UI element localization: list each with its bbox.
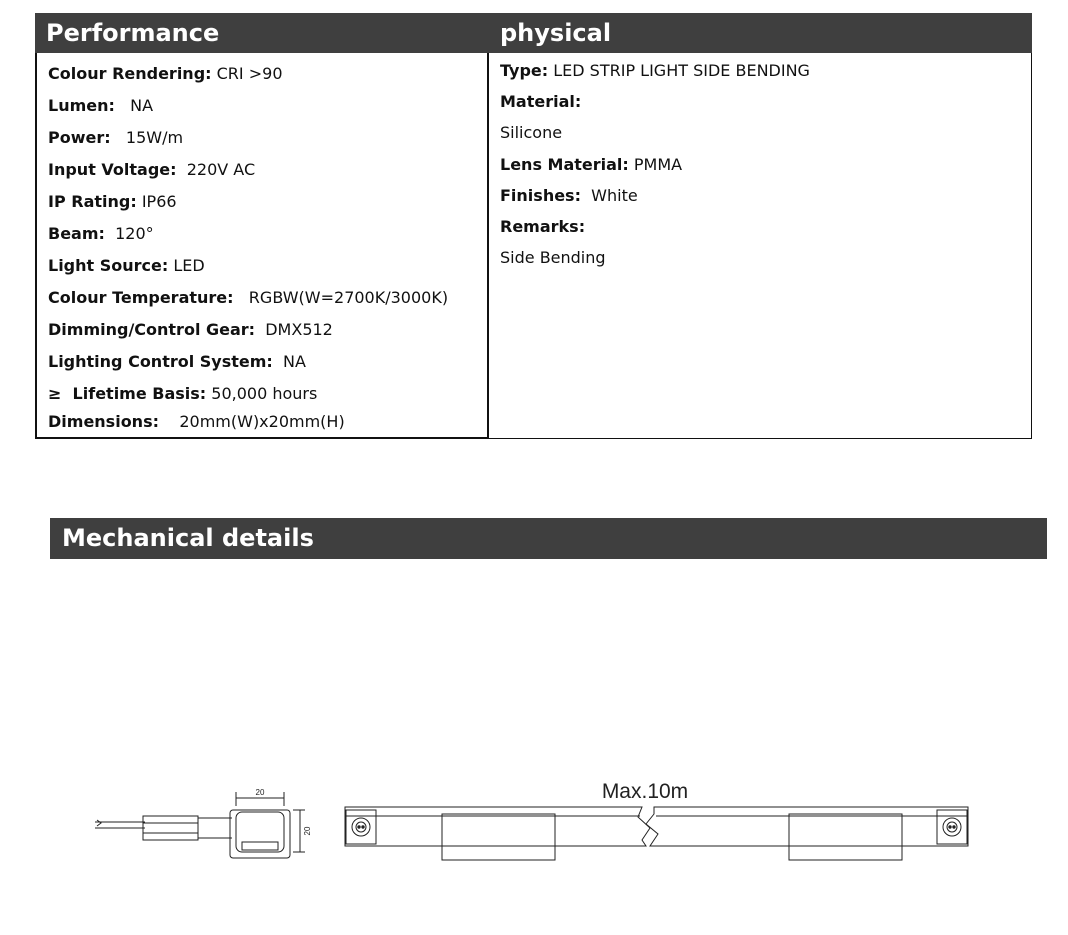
performance-row-beam: Beam: 120°: [48, 224, 154, 243]
performance-row-colour-rendering: Colour Rendering: CRI >90: [48, 64, 283, 83]
performance-title: Performance: [46, 19, 220, 47]
cable-end-view: [95, 816, 232, 840]
physical-header: [489, 13, 1032, 53]
mechanical-title: Mechanical details: [62, 524, 314, 552]
physical-row-finishes: Finishes: White: [500, 186, 638, 205]
performance-table: [35, 53, 489, 439]
width-dimension-label: 20: [255, 788, 265, 797]
performance-row-input-voltage: Input Voltage: 220V AC: [48, 160, 256, 179]
performance-row-lumen: Lumen: NA: [48, 96, 154, 115]
mechanical-header: [50, 518, 1047, 559]
physical-row-remarks: Remarks:: [500, 217, 586, 236]
physical-title: physical: [500, 19, 612, 47]
physical-row-lens-material: Lens Material: PMMA: [500, 155, 683, 174]
performance-row-ip-rating: IP Rating: IP66: [48, 192, 177, 211]
performance-row-lighting-control: Lighting Control System: NA: [48, 352, 306, 371]
performance-row-power: Power: 15W/m: [48, 128, 184, 147]
performance-row-colour-temperature: Colour Temperature: RGBW(W=2700K/3000K): [48, 288, 449, 307]
height-dimension-label: 20: [303, 826, 312, 836]
physical-row-material: Material:: [500, 92, 582, 111]
performance-row-light-source: Light Source: LED: [48, 256, 205, 275]
physical-table: [489, 53, 1032, 439]
mechanical-drawing: [0, 760, 1068, 890]
performance-header: [35, 13, 489, 53]
physical-row-remarks-value: Side Bending: [500, 248, 606, 267]
physical-row-material-value: Silicone: [500, 123, 563, 142]
max-length-label: Max.10m: [601, 780, 689, 803]
profile-cross-section: [230, 792, 305, 858]
performance-row-dimensions: Dimensions: 20mm(W)x20mm(H): [48, 412, 345, 431]
performance-row-dimming: Dimming/Control Gear: DMX512: [48, 320, 333, 339]
performance-row-lifetime: ≥ Lifetime Basis: 50,000 hours: [48, 384, 318, 403]
strip-body: [345, 807, 968, 860]
physical-row-type: Type: LED STRIP LIGHT SIDE BENDING: [500, 61, 810, 80]
